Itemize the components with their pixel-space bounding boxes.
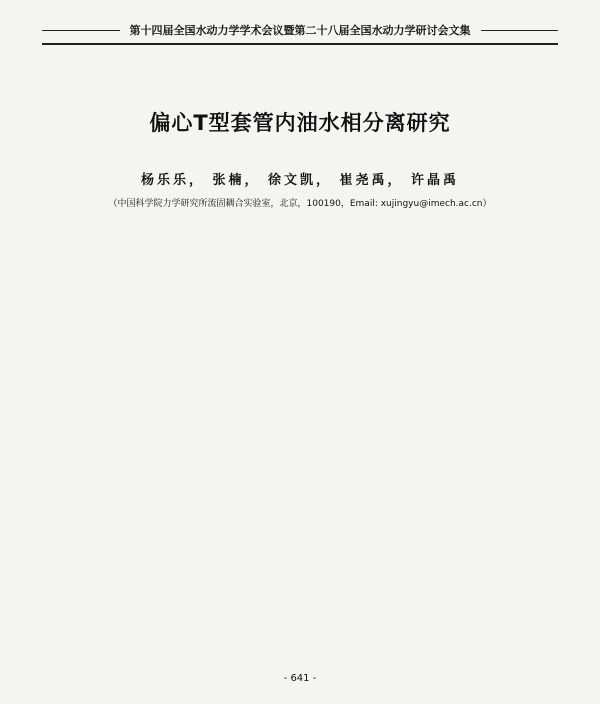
header-rule-right xyxy=(481,30,559,31)
page-number: - 641 - xyxy=(283,673,317,684)
keywords-region xyxy=(42,357,558,369)
paper-title: 偏心T型套管内油水相分离研究 xyxy=(149,111,451,135)
section-heading-region xyxy=(42,393,558,407)
affiliation: （中国科学院力学研究所流固耦合实验室，北京，100190，Email: xujingyu@imech.ac.cn） xyxy=(108,199,492,209)
running-header xyxy=(42,22,558,38)
abstract-region xyxy=(42,231,558,349)
author-list: 杨乐乐， 张楠， 徐文凯， 崔尧禹， 许晶禹 xyxy=(140,173,460,188)
running-title: 第十四届全国水动力学学术会议暨第二十八届全国水动力学研讨会文集 xyxy=(129,24,471,37)
header-divider xyxy=(42,43,558,45)
body-text-region xyxy=(42,419,558,647)
header-rule-left xyxy=(42,30,120,31)
